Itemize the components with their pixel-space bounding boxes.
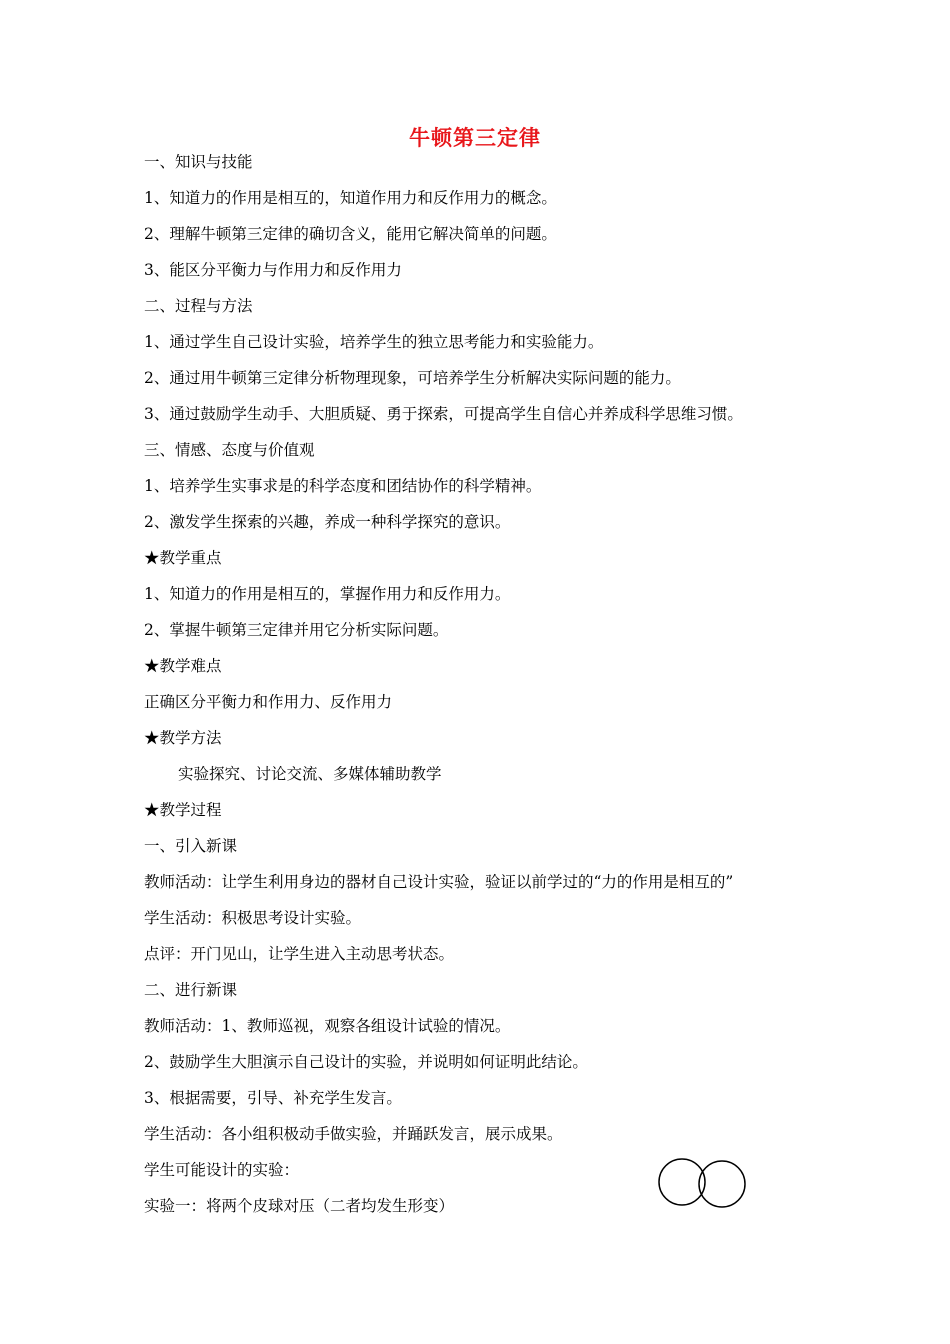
paragraph: 1、培养学生实事求是的科学态度和团结协作的科学精神。 [144,477,542,495]
paragraph: 3、根据需要，引导、补充学生发言。 [144,1089,402,1107]
section-heading: 一、知识与技能 [144,153,253,171]
paragraph: 2、通过用牛顿第三定律分析物理现象，可培养学生分析解决实际问题的能力。 [144,369,681,387]
paragraph: 学生可能设计的实验： [144,1161,300,1179]
star-heading: ★教学重点 [144,549,222,567]
two-balls-figure [655,1152,749,1212]
paragraph: 3、通过鼓励学生动手、大胆质疑、勇于探索，可提高学生自信心并养成科学思维习惯。 [144,405,743,423]
paragraph: 1、知道力的作用是相互的，掌握作用力和反作用力。 [144,585,511,603]
paragraph: 2、激发学生探索的兴趣，养成一种科学探究的意识。 [144,513,511,531]
paragraph: 学生活动：各小组积极动手做实验，并踊跃发言，展示成果。 [144,1125,563,1143]
section-heading: 一、引入新课 [144,837,238,855]
section-heading: 二、过程与方法 [144,297,253,315]
paragraph: 实验探究、讨论交流、多媒体辅助教学 [178,765,442,783]
section-heading: 二、进行新课 [144,981,238,999]
star-heading: ★教学过程 [144,801,222,819]
paragraph: 实验一：将两个皮球对压（二者均发生形变） [144,1197,455,1215]
paragraph: 教师活动：1、教师巡视，观察各组设计试验的情况。 [144,1017,511,1035]
paragraph: 教师活动：让学生利用身边的器材自己设计实验，验证以前学过的“力的作用是相互的” [144,873,734,891]
paragraph: 点评：开门见山，让学生进入主动思考状态。 [144,945,455,963]
paragraph: 3、能区分平衡力与作用力和反作用力 [144,261,402,279]
paragraph: 学生活动：积极思考设计实验。 [144,909,362,927]
paragraph: 2、掌握牛顿第三定律并用它分析实际问题。 [144,621,449,639]
document-title: 牛顿第三定律 [409,126,541,150]
paragraph: 2、鼓励学生大胆演示自己设计的实验，并说明如何证明此结论。 [144,1053,588,1071]
document-body [144,150,844,1230]
paragraph: 2、理解牛顿第三定律的确切含义，能用它解决简单的问题。 [144,225,557,243]
paragraph: 1、通过学生自己设计实验，培养学生的独立思考能力和实验能力。 [144,333,604,351]
star-heading: ★教学方法 [144,729,222,747]
section-heading: 三、情感、态度与价值观 [144,441,315,459]
star-heading: ★教学难点 [144,657,222,675]
paragraph: 正确区分平衡力和作用力、反作用力 [144,693,393,711]
left-ball-circle [659,1159,705,1205]
right-ball-circle [699,1161,745,1207]
paragraph: 1、知道力的作用是相互的，知道作用力和反作用力的概念。 [144,189,557,207]
